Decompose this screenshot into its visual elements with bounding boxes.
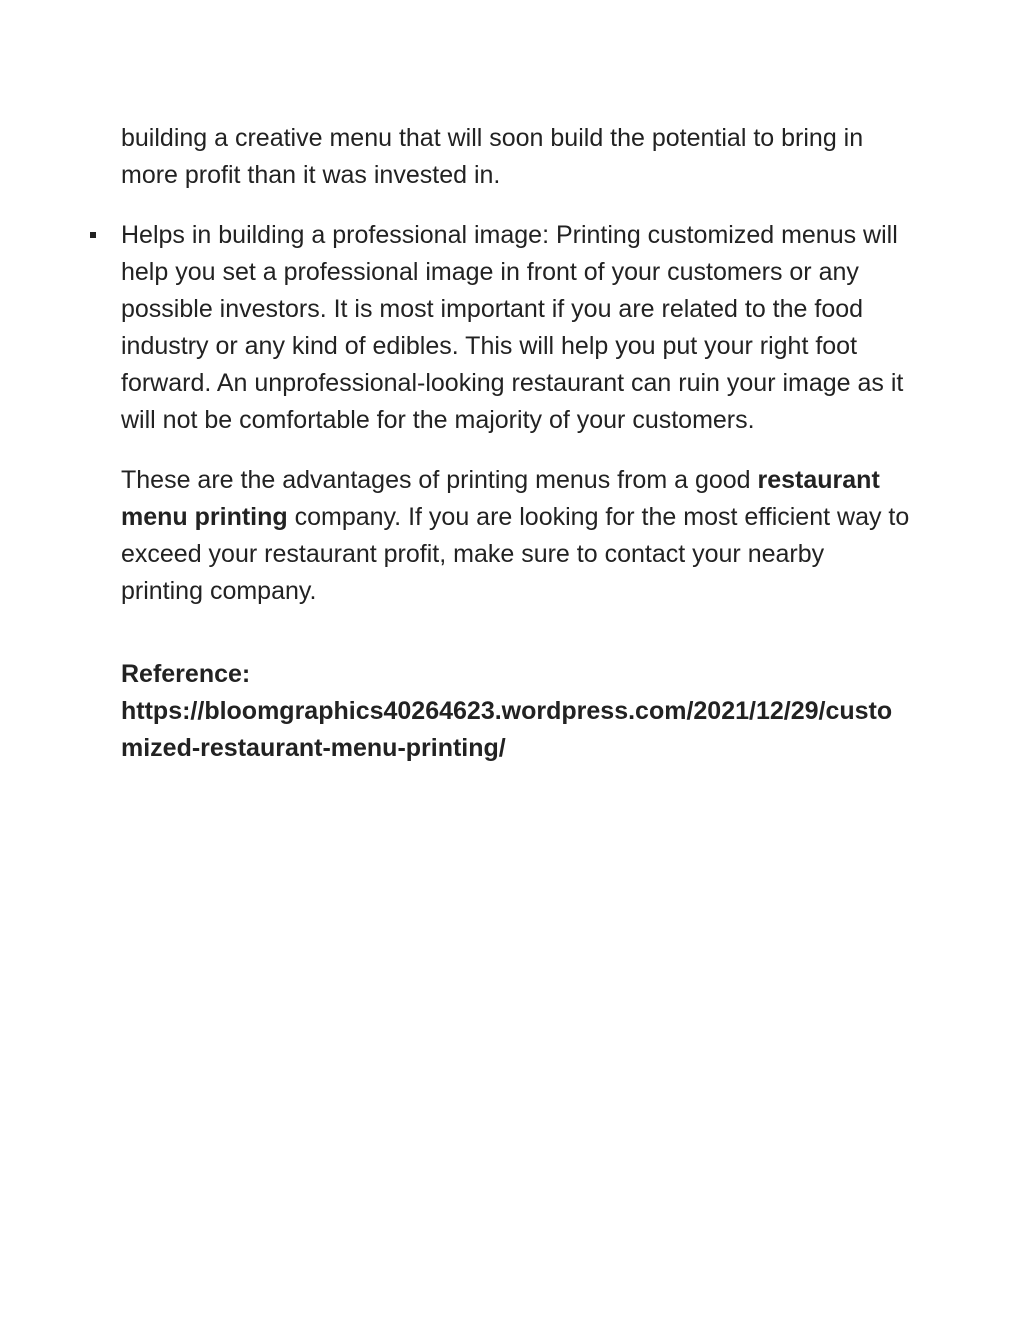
reference-block — [121, 656, 911, 767]
closing-keyword: restaurant menu printing — [121, 466, 880, 531]
closing-text-after: company. If you are looking for the most efficient way to exceed your restaurant profit, make sure to contact your nearby printing company. — [121, 503, 910, 605]
closing-text-before: These are the advantages of printing menus from a good — [121, 466, 758, 494]
continuation-paragraph: building a creative menu that will soon build the potential to bring in more profit than it was invested in. — [121, 124, 864, 189]
bullet-text: Helps in building a professional image: Printing customized menus will help you set a professional image in front of your customers or any possible investors. It is most important if you are related to the food industry or any kind of edibles. This will help you put your right foot forward. An unprofessional-looking restaurant can ruin your image as it will not be comfortable for the majority of your customers. — [121, 221, 904, 434]
reference-link[interactable]: https://bloomgraphics40264623.wordpress.com/2021/12/29/customized-restaurant-menu-printing/ — [121, 697, 893, 762]
document-body — [121, 120, 911, 767]
reference-label: Reference: — [121, 660, 251, 688]
bullet-list-item — [121, 217, 911, 439]
square-bullet-icon — [90, 232, 96, 238]
closing-paragraph — [121, 462, 911, 610]
